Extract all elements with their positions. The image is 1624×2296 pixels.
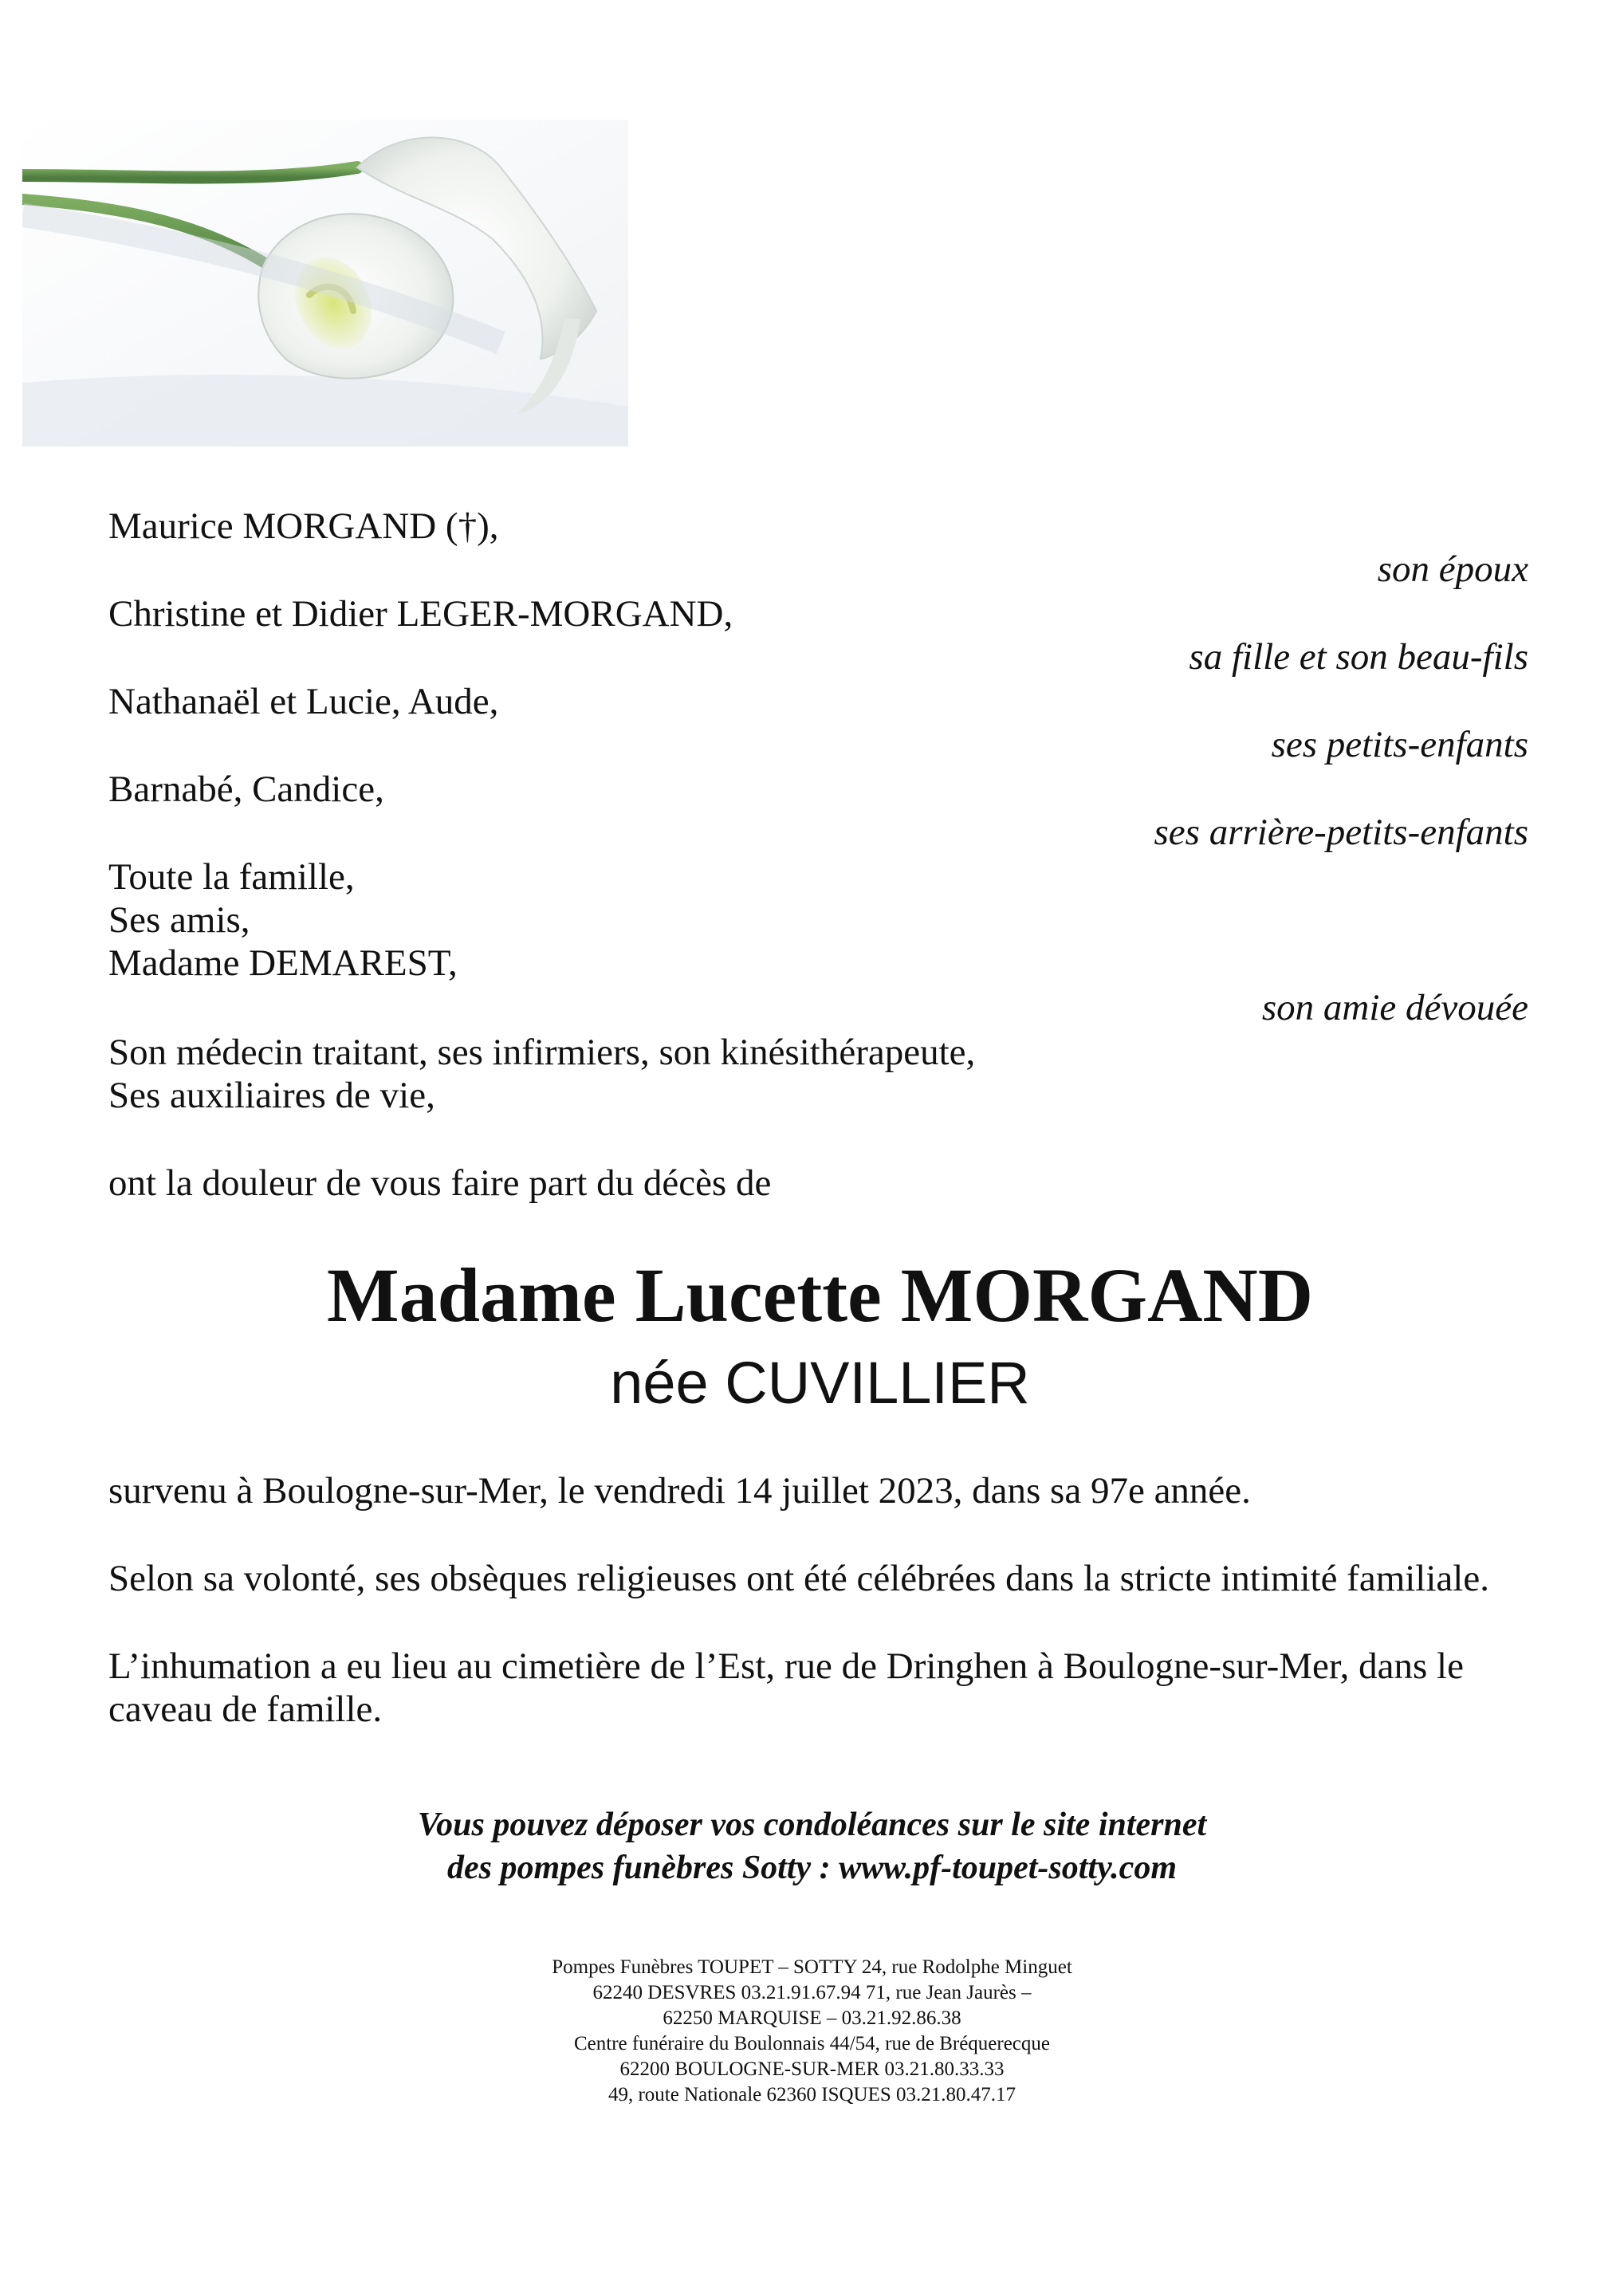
announcement-text: ont la douleur de vous faire part du décès de	[108, 1162, 772, 1204]
deceased-maiden-name: née CUVILLIER	[610, 1350, 1030, 1416]
family-relation-1: son époux	[1377, 548, 1528, 590]
family-relation-4: ses arrière-petits-enfants	[1154, 812, 1528, 853]
death-details: survenu à Boulogne-sur-Mer, le vendredi 14 juillet 2023, dans sa 97e année.	[108, 1470, 1251, 1512]
others-friends: Ses amis,	[108, 899, 250, 941]
calla-lily-illustration	[22, 120, 628, 446]
condolences-line-2: des pompes funèbres Sotty : www.pf-toupet-sotty.com	[447, 1850, 1177, 1886]
condolences-notice	[0, 1803, 1624, 1889]
family-name-2: Christine et Didier LEGER-MORGAND,	[108, 593, 733, 635]
family-name-4: Barnabé, Candice,	[108, 769, 384, 810]
others-demarest: Madame DEMAREST,	[108, 942, 458, 984]
family-name-1: Maurice MORGAND (†),	[108, 505, 499, 547]
footer-line: 62250 MARQUISE – 03.21.92.86.38	[663, 2007, 961, 2029]
deceased-name: Madame Lucette MORGAND	[326, 1252, 1314, 1338]
family-relation-2: sa fille et son beau-fils	[1189, 636, 1528, 678]
funeral-home-footer	[0, 1955, 1624, 2108]
footer-line: Centre funéraire du Boulonnais 44/54, rue de Bréquerecque	[573, 2033, 1050, 2054]
caregivers-line-1: Son médecin traitant, ses infirmiers, son kinésithérapeute,	[108, 1032, 976, 1073]
family-name-3: Nathanaël et Lucie, Aude,	[108, 681, 499, 722]
footer-line: Pompes Funèbres TOUPET – SOTTY 24, rue Rodolphe Minguet	[552, 1956, 1072, 1978]
burial-details-line-1: L’inhumation a eu lieu au cimetière de l’Est, rue de Dringhen à Boulogne-sur-Mer, dans le	[108, 1645, 1464, 1687]
footer-line: 62200 BOULOGNE-SUR-MER 03.21.80.33.33	[619, 2058, 1005, 2080]
others-demarest-relation: son amie dévouée	[1261, 987, 1528, 1028]
footer-line: 49, route Nationale 62360 ISQUES 03.21.80.47.17	[608, 2084, 1016, 2105]
family-relation-3: ses petits-enfants	[1271, 724, 1528, 765]
caregivers-line-2: Ses auxiliaires de vie,	[108, 1075, 435, 1116]
burial-details-line-2: caveau de famille.	[108, 1689, 383, 1730]
funeral-details: Selon sa volonté, ses obsèques religieuses ont été célébrées dans la stricte intimité familiale.	[108, 1558, 1489, 1599]
others-family: Toute la famille,	[108, 856, 355, 898]
footer-line: 62240 DESVRES 03.21.91.67.94 71, rue Jean Jaurès –	[592, 1982, 1032, 2003]
condolences-line-1: Vous pouvez déposer vos condoléances sur le site internet	[417, 1807, 1207, 1843]
